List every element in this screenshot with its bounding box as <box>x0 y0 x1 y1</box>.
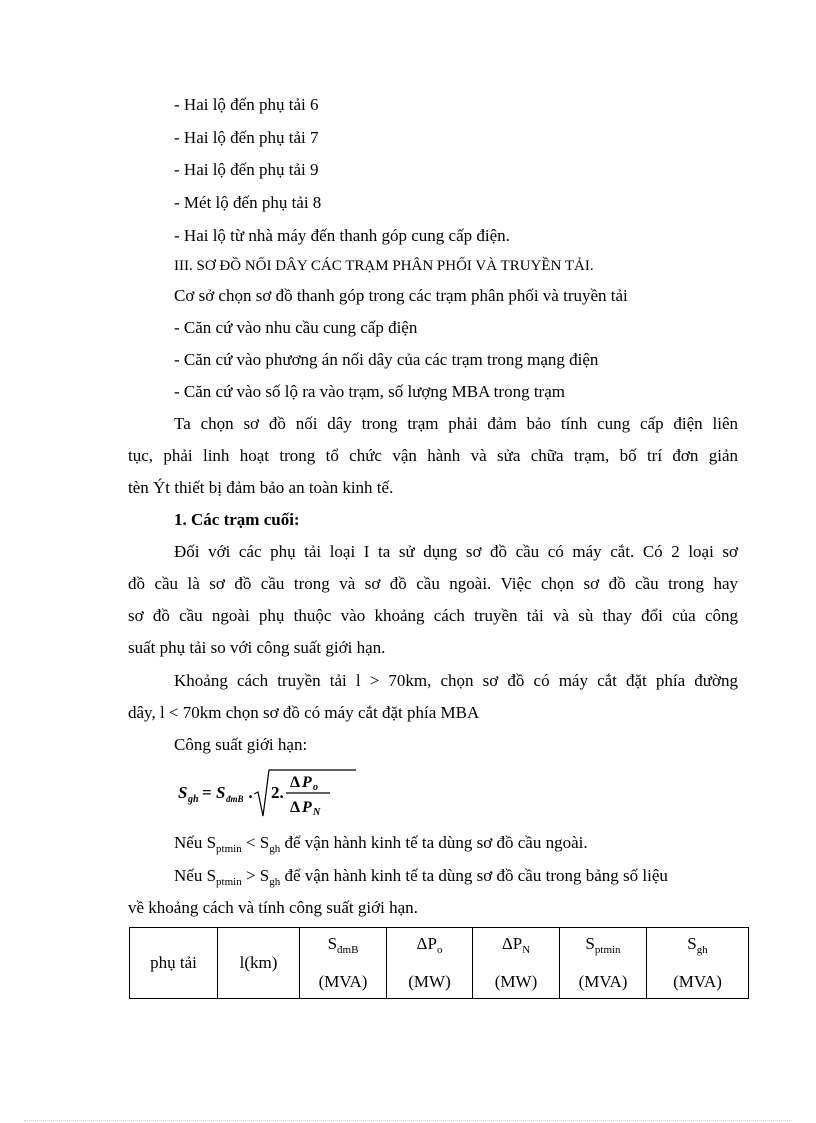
data-table <box>129 927 749 999</box>
paragraph-line: đồ cầu là sơ đồ cầu trong và sơ đồ cầu ngoài. Việc chọn sơ đồ cầu trong hay <box>128 574 738 593</box>
condition-2: Nếu $S_{ptmin} > S_{gh}$ để vận hành kinh tế ta dùng sơ đồ cầu trong bảng số liệu <box>174 866 668 888</box>
formula-p2: P <box>302 799 312 816</box>
subheading: 1. Các trạm cuối: <box>174 510 300 529</box>
list-item: - Hai lộ đến phụ tải 9 <box>174 160 319 179</box>
section-heading: III. SƠ ĐỒ NỐI DÂY CÁC TRẠM PHÂN PHỐI VÀ TRUYỀN TẢI. <box>174 258 594 274</box>
formula-two: 2. <box>271 783 284 802</box>
header-dpo: $\Delta P_o$ (MW) <box>387 928 473 999</box>
basis-intro: Cơ sở chọn sơ đồ thanh góp trong các trạm phân phối và truyền tải <box>174 286 628 305</box>
paragraph-line: suất phụ tải so với công suất giới hạn. <box>128 638 386 657</box>
formula-label: Công suất giới hạn: <box>174 735 308 754</box>
formula-dmb: đmB <box>226 794 244 804</box>
formula-sgh <box>176 766 356 822</box>
header-phu-tai: phụ tải <box>130 928 218 999</box>
page-bottom-rule <box>24 1120 792 1121</box>
formula-delta2: Δ <box>290 799 301 816</box>
formula-gh: gh <box>188 794 199 805</box>
formula-dot: . <box>249 783 254 802</box>
formula-p1: P <box>302 774 312 791</box>
paragraph-line: sơ đồ cầu ngoài phụ thuộc vào khoảng cách truyền tải và sù thay đổi của công <box>128 606 738 625</box>
paragraph-line: Đối với các phụ tải loại I ta sử dụng sơ đồ cầu có máy cắt. Có 2 loại sơ <box>174 542 738 561</box>
header-sgh: $S_{gh}$ (MVA) <box>647 928 749 999</box>
header-dpn: $\Delta P_N$ (MW) <box>473 928 560 999</box>
table-header-row <box>130 928 749 999</box>
header-sptmin: $S_{ptmin}$ (MVA) <box>560 928 647 999</box>
formula-delta1: Δ <box>290 774 301 791</box>
paragraph-line: tèn Ýt thiết bị đảm bảo an toàn kinh tế. <box>128 478 394 497</box>
basis-item: - Căn cứ vào nhu cầu cung cấp điện <box>174 318 418 337</box>
header-l-km: l(km) <box>218 928 300 999</box>
basis-item: - Căn cứ vào số lộ ra vào trạm, số lượng MBA trong trạm <box>174 382 565 401</box>
list-item: - Hai lộ đến phụ tải 6 <box>174 95 319 114</box>
condition-1: Nếu $S_{ptmin} < S_{gh}$ để vận hành kinh tế ta dùng sơ đồ cầu ngoài. <box>174 833 588 855</box>
paragraph-line: Ta chọn sơ đồ nối dây trong trạm phải đảm bảo tính cung cấp điện liên <box>174 414 738 433</box>
formula-eq: = <box>202 783 212 802</box>
paragraph-line: Khoảng cách truyền tải l > 70km, chọn sơ đồ có máy cắt đặt phía đường <box>174 671 738 690</box>
list-item: - Hai lộ đến phụ tải 7 <box>174 128 319 147</box>
basis-item: - Căn cứ vào phương án nối dây của các trạm trong mạng điện <box>174 350 599 369</box>
formula-o: o <box>313 782 318 793</box>
list-item: - Hai lộ từ nhà máy đến thanh góp cung cấp điện. <box>174 226 510 245</box>
paragraph-line: dây, l < 70km chọn sơ đồ có máy cắt đặt phía MBA <box>128 703 480 722</box>
formula-s: S <box>178 783 188 802</box>
header-sdmb: $S_{đmB}$ (MVA) <box>300 928 387 999</box>
condition-2-cont: về khoảng cách và tính công suất giới hạn. <box>128 898 418 917</box>
list-item: - Mét lộ đến phụ tải 8 <box>174 193 322 212</box>
paragraph-line: tục, phải linh hoạt trong tổ chức vận hành và sửa chữa trạm, bố trí đơn giản <box>128 446 738 465</box>
formula-n: N <box>313 807 321 818</box>
formula-s2: S <box>216 783 226 802</box>
